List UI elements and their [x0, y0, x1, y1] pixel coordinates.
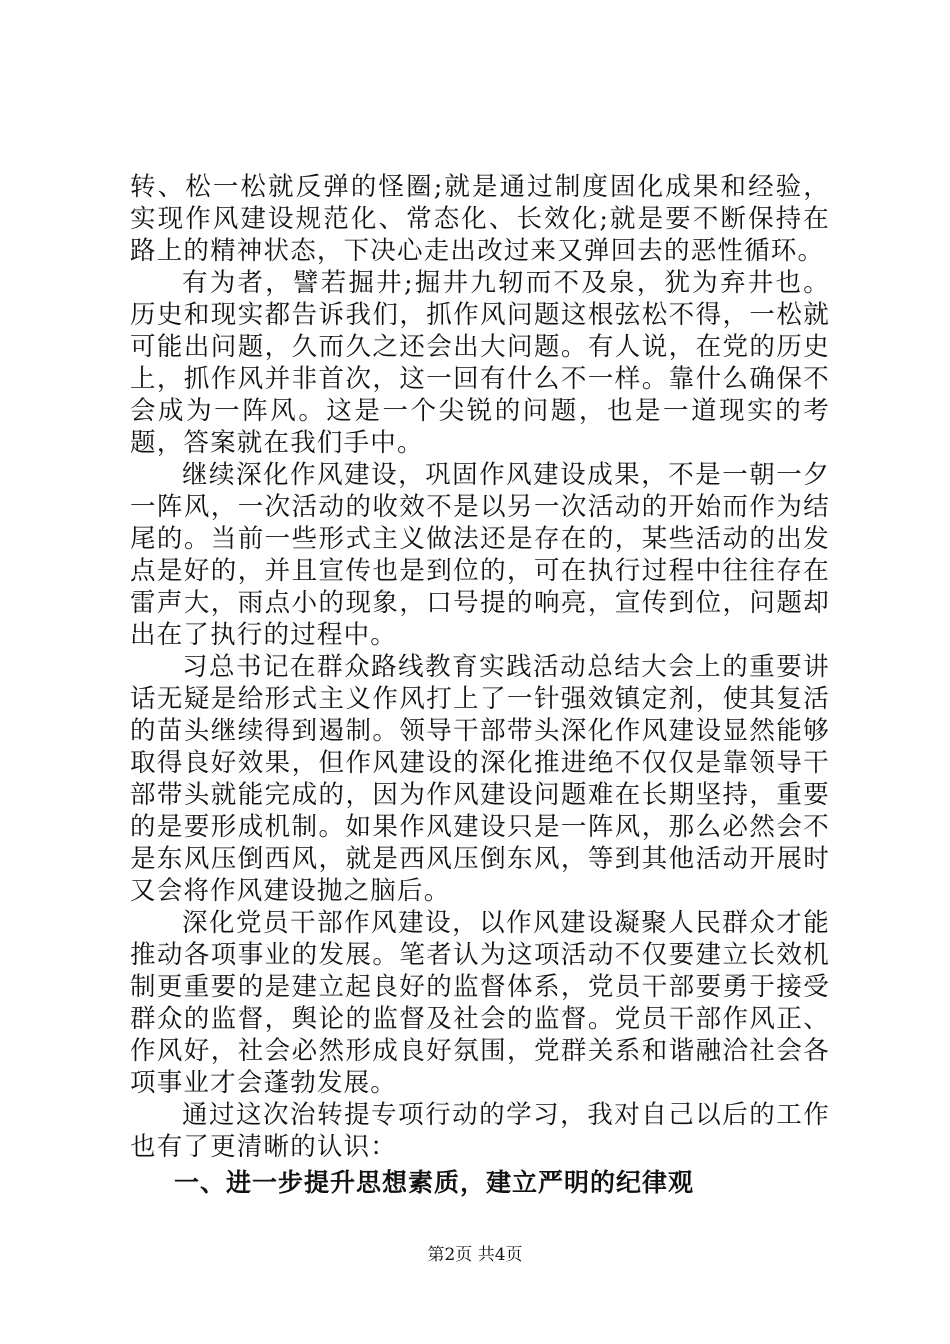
page-footer: 第2页 共4页: [427, 1245, 523, 1265]
paragraph-3: 继续深化作风建设，巩固作风建设成果，不是一朝一夕一阵风，一次活动的收效不是以另一次活动的开始而作为结尾的。当前一些形式主义做法还是存在的，某些活动的出发点是好的，并且宣传也是到位的，可在执行过程中往往存在雷声大，雨点小的现象，口号提的响亮，宣传到位，问题却出在了执行的过程中。: [130, 460, 830, 650]
paragraph-1: 转、松一松就反弹的怪圈;就是通过制度固化成果和经验，实现作风建设规范化、常态化、长效化;就是要不断保持在路上的精神状态，下决心走出改过来又弹回去的恶性循环。: [130, 172, 830, 266]
paragraph-6: 通过这次治转提专项行动的学习，我对自己以后的工作也有了更清晰的认识：: [130, 1100, 830, 1162]
paragraph-5: 深化党员干部作风建设，以作风建设凝聚人民群众才能推动各项事业的发展。笔者认为这项活动不仅要建立长效机制更重要的是建立起良好的监督体系，党员干部要勇于接受群众的监督，舆论的监督及社会的监督。党员干部作风正、作风好，社会必然形成良好氛围，党群关系和谐融洽社会各项事业才会蓬勃发展。: [130, 908, 830, 1098]
section-heading: 一、进一步提升思想素质，建立严明的纪律观: [174, 1168, 695, 1197]
paragraph-4: 习总书记在群众路线教育实践活动总结大会上的重要讲话无疑是给形式主义作风打上了一针强效镇定剂，使其复活的苗头继续得到遏制。领导干部带头深化作风建设显然能够取得良好效果，但作风建设的深化推进绝不仅仅是靠领导干部带头就能完成的，因为作风建设问题难在长期坚持，重要的是要形成机制。如果作风建设只是一阵风，那么必然会不是东风压倒西风，就是西风压倒东风，等到其他活动开展时又会将作风建设抛之脑后。: [130, 652, 830, 906]
paragraph-2: 有为者，譬若掘井;掘井九轫而不及泉，犹为弃井也。历史和现实都告诉我们，抓作风问题这根弦松不得，一松就可能出问题，久而久之还会出大问题。有人说，在党的历史上，抓作风并非首次，这一回有什么不一样。靠什么确保不会成为一阵风。这是一个尖锐的问题，也是一道现实的考题，答案就在我们手中。: [130, 268, 830, 458]
body-text: [130, 171, 830, 1203]
